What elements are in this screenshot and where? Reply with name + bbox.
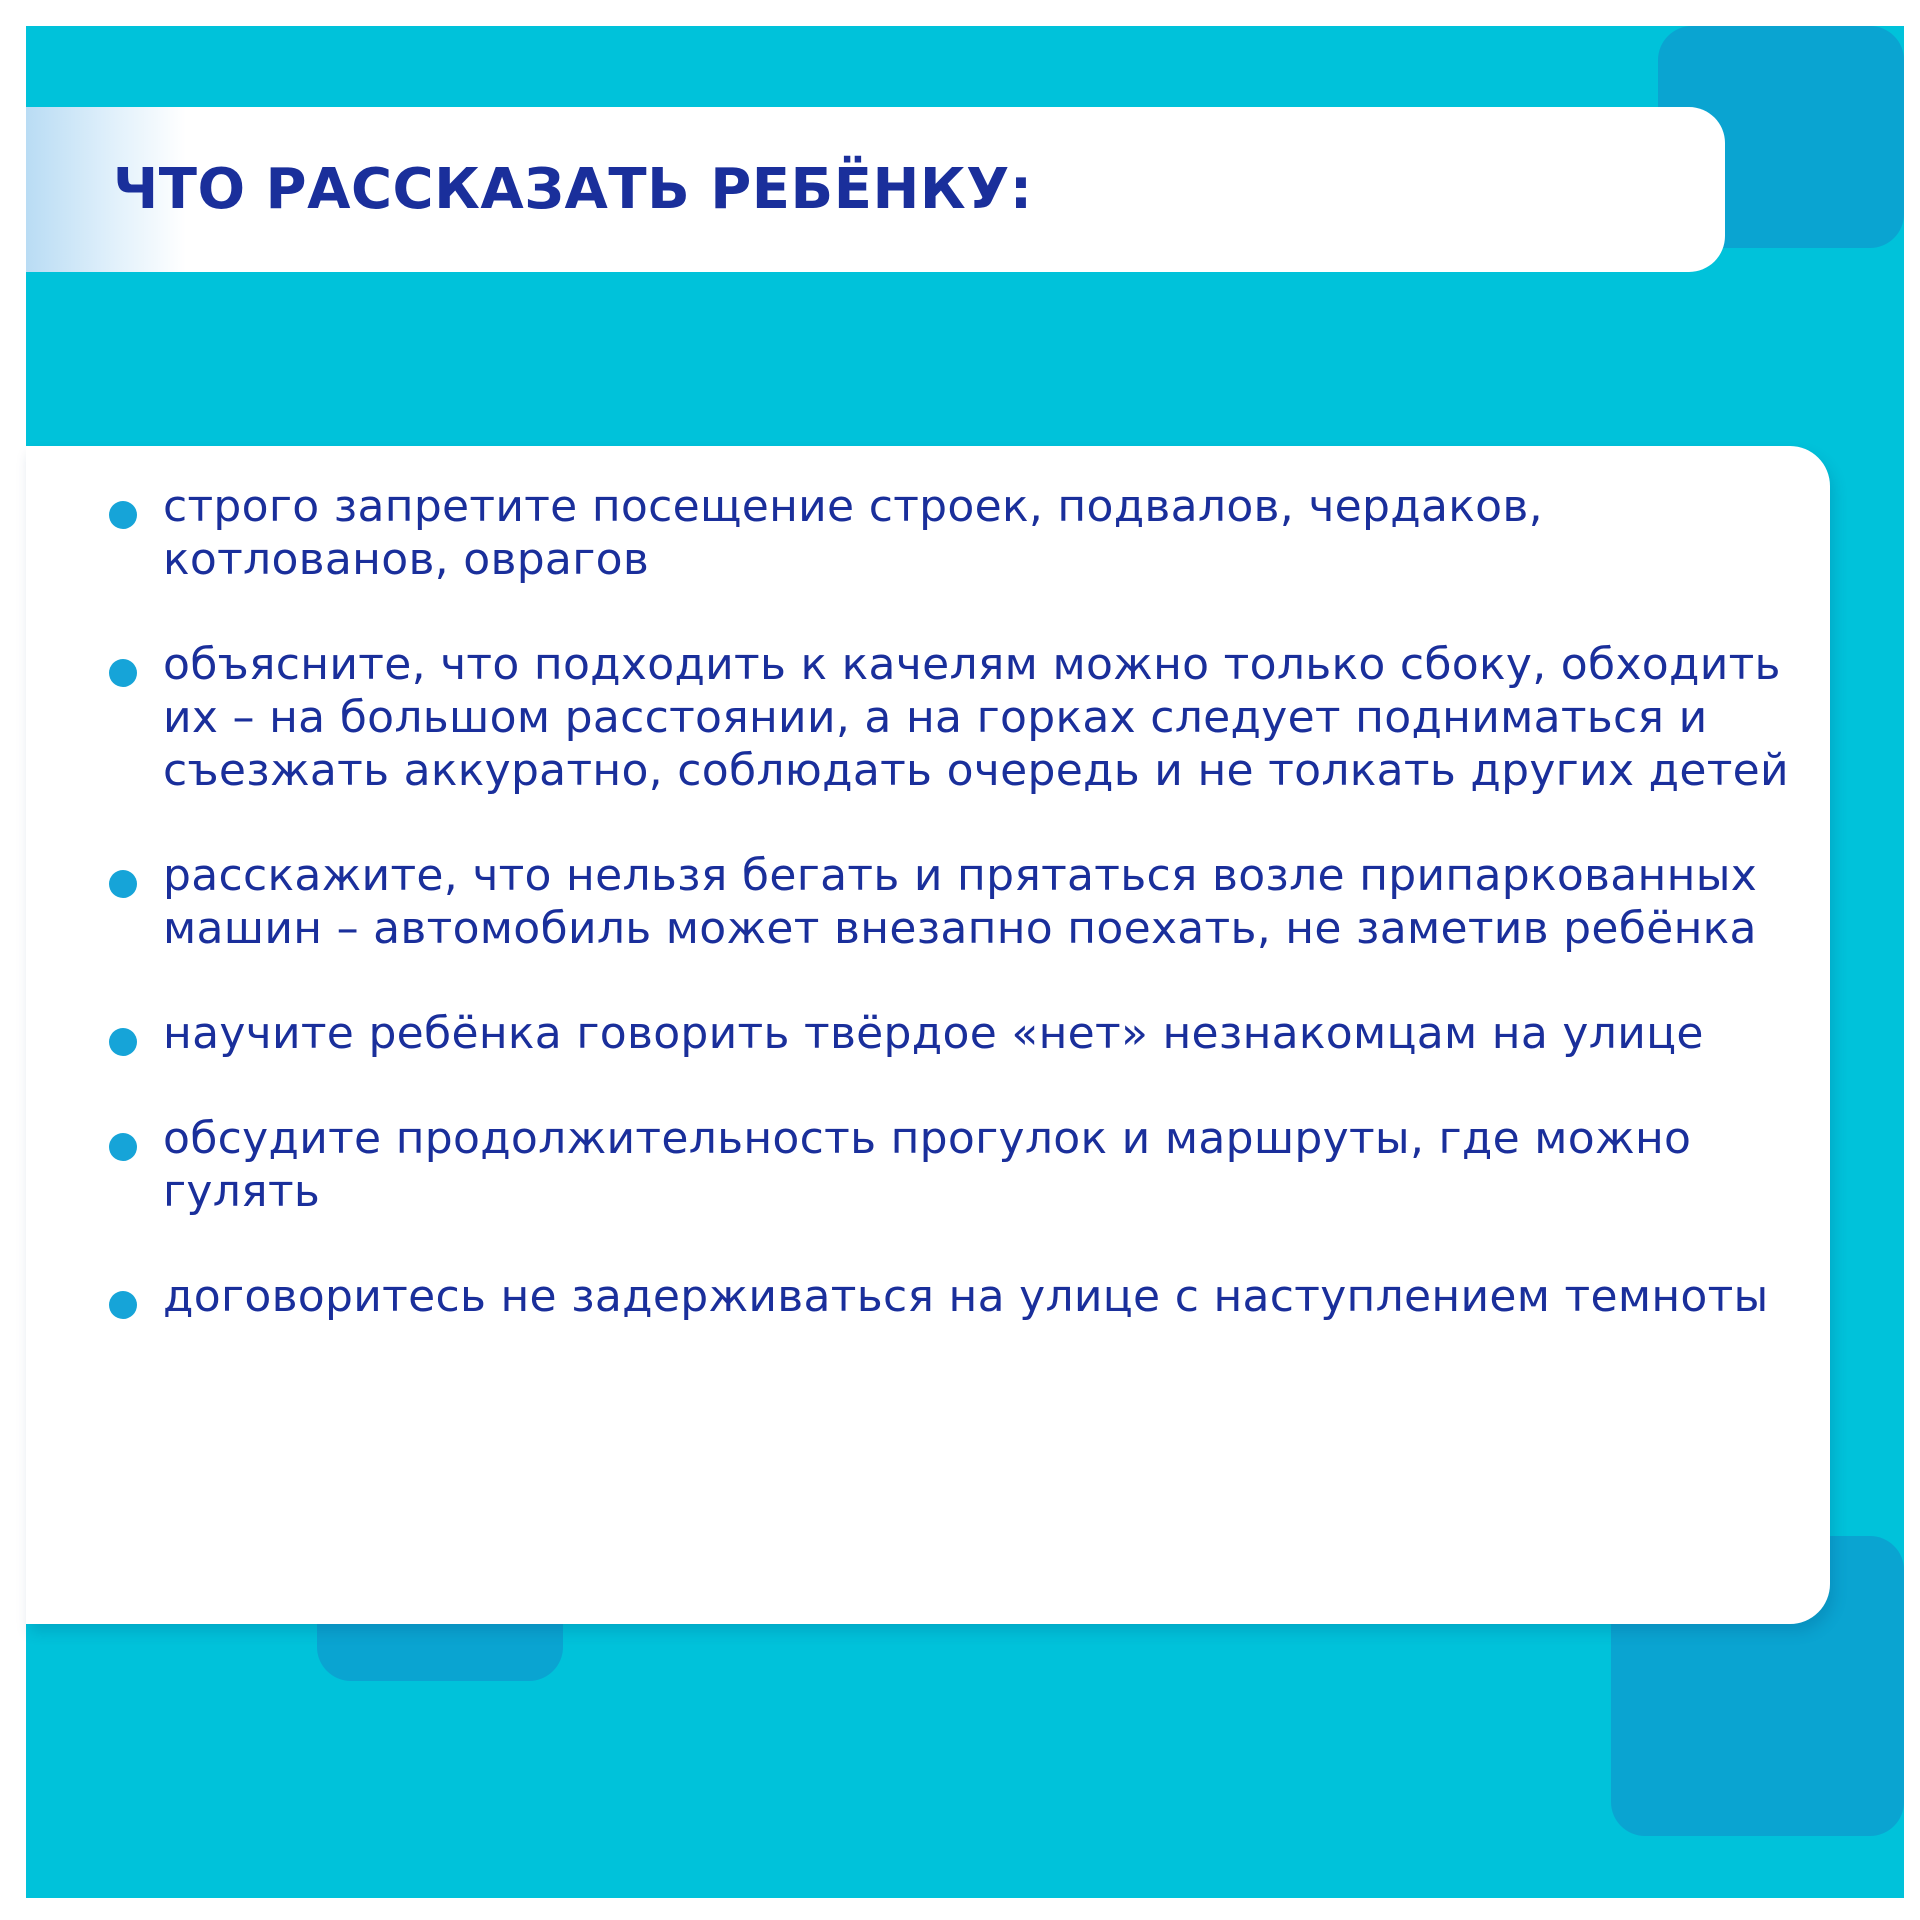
bullet-dot-icon: [109, 1028, 137, 1056]
bullet-dot-icon: [109, 501, 137, 529]
list-item-text: объясните, что подходить к качелям можно только сбоку, обходить их – на большом расстоянии, а на горках следует подниматься и съезжать аккуратно, соблюдать очередь и не толкать других детей: [163, 639, 1789, 796]
list-item-text: строго запретите посещение строек, подвалов, чердаков, котлованов, оврагов: [163, 481, 1543, 585]
bullet-dot-icon: [109, 1291, 137, 1319]
page-title: ЧТО РАССКАЗАТЬ РЕБЁНКУ:: [113, 157, 1033, 222]
bullet-dot-icon: [109, 659, 137, 687]
list-item-text: обсудите продолжительность прогулок и маршруты, где можно гулять: [163, 1113, 1692, 1217]
list-item: [26, 638, 1830, 797]
list-item-text: научите ребёнка говорить твёрдое «нет» незнакомцам на улице: [163, 1008, 1704, 1059]
bullet-dot-icon: [109, 870, 137, 898]
tips-list: [26, 480, 1830, 1375]
list-item: [26, 1007, 1830, 1060]
list-item-text: договоритесь не задерживаться на улице с наступлением темноты: [163, 1271, 1769, 1322]
list-item-text: расскажите, что нельзя бегать и прятаться возле припаркованных машин – автомобиль может внезапно поехать, не заметив ребёнка: [163, 850, 1758, 954]
bullet-dot-icon: [109, 1133, 137, 1161]
list-item: [26, 1112, 1830, 1218]
list-item: [26, 480, 1830, 586]
list-item: [26, 1270, 1830, 1323]
list-item: [26, 849, 1830, 955]
title-banner: [26, 107, 1725, 272]
tips-card: [26, 446, 1830, 1624]
